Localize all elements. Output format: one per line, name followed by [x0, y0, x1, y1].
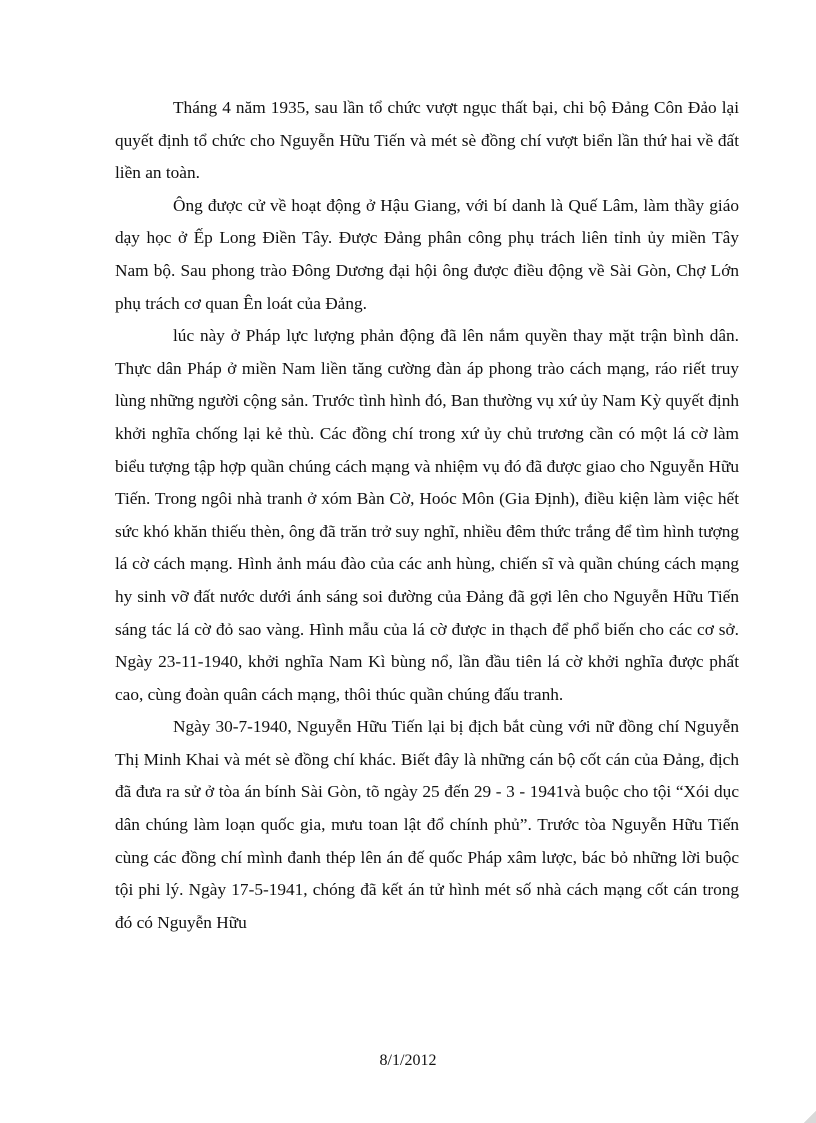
- page-corner-mark: [804, 1111, 816, 1123]
- paragraph-2: Ông được cử về hoạt động ở Hậu Giang, với bí danh là Quế Lâm, làm thầy giáo dạy học ở Ếp Long Điền Tây. Được Đảng phân công phụ trách liên tỉnh ủy miền Tây Nam bộ. Sau phong trào Đông Dương đại hội ông được điều động về Sài Gòn, Chợ Lớn phụ trách cơ quan Ên loát của Đảng.: [115, 195, 739, 313]
- page-footer-date: 8/1/2012: [379, 1052, 437, 1069]
- document-body: [115, 92, 739, 939]
- paragraph-1: Tháng 4 năm 1935, sau lần tổ chức vượt ngục thất bại, chi bộ Đảng Côn Đảo lại quyết định tổ chức cho Nguyễn Hữu Tiến và mét sè đồng chí vượt biển lần thứ hai về đất liền an toàn.: [115, 98, 739, 183]
- paragraph-3: lúc này ở Pháp lực lượng phản động đã lên nắm quyền thay mặt trận bình dân. Thực dân Pháp ở miền Nam liền tăng cường đàn áp phong trào cách mạng, ráo riết truy lùng những người cộng sản. Trước tình hình đó, Ban thường vụ xứ ủy Nam Kỳ quyết định khởi nghĩa chống lại kẻ thù. Các đồng chí trong xứ ủy chủ trương cần có một lá cờ làm biểu tượng tập hợp quần chúng cách mạng và nhiệm vụ đó đã được giao cho Nguyễn Hữu Tiến. Trong ngôi nhà tranh ở xóm Bàn Cờ, Hoóc Môn (Gia Định), điều kiện làm việc hết sức khó khăn thiếu thèn, ông đã trăn trở suy nghĩ, nhiều đêm thức trắng để tìm hình tượng lá cờ cách mạng. Hình ảnh máu đào của các anh hùng, chiến sĩ và quần chúng cách mạng hy sinh vỡ đất nước dưới ánh sáng soi đường của Đảng đã gợi lên cho Nguyễn Hữu Tiến sáng tác lá cờ đỏ sao vàng. Hình mẫu của lá cờ được in thạch để phổ biến cho các cơ sở. Ngày 23-11-1940, khởi nghĩa Nam Kì bùng nổ, lần đầu tiên lá cờ khởi nghĩa được phất cao, cùng đoàn quân cách mạng, thôi thúc quần chúng đấu tranh.: [115, 326, 739, 704]
- paragraph-4: Ngày 30-7-1940, Nguyễn Hữu Tiến lại bị địch bắt cùng với nữ đồng chí Nguyễn Thị Minh Khai và mét sè đồng chí khác. Biết đây là những cán bộ cốt cán của Đảng, địch đã đưa ra sử ở tòa án bính Sài Gòn, tõ ngày 25 đến 29 - 3 - 1941và buộc cho tội “Xói dục dân chúng làm loạn quốc gia, mưu toan lật đổ chính phủ”. Trước tòa Nguyễn Hữu Tiến cùng các đồng chí mình đanh thép lên án đế quốc Pháp xâm lược, bác bỏ những lời buộc tội phi lý. Ngày 17-5-1941, chóng đã kết án tử hình mét số nhà cách mạng cốt cán trong đó có Nguyễn Hữu: [115, 717, 739, 932]
